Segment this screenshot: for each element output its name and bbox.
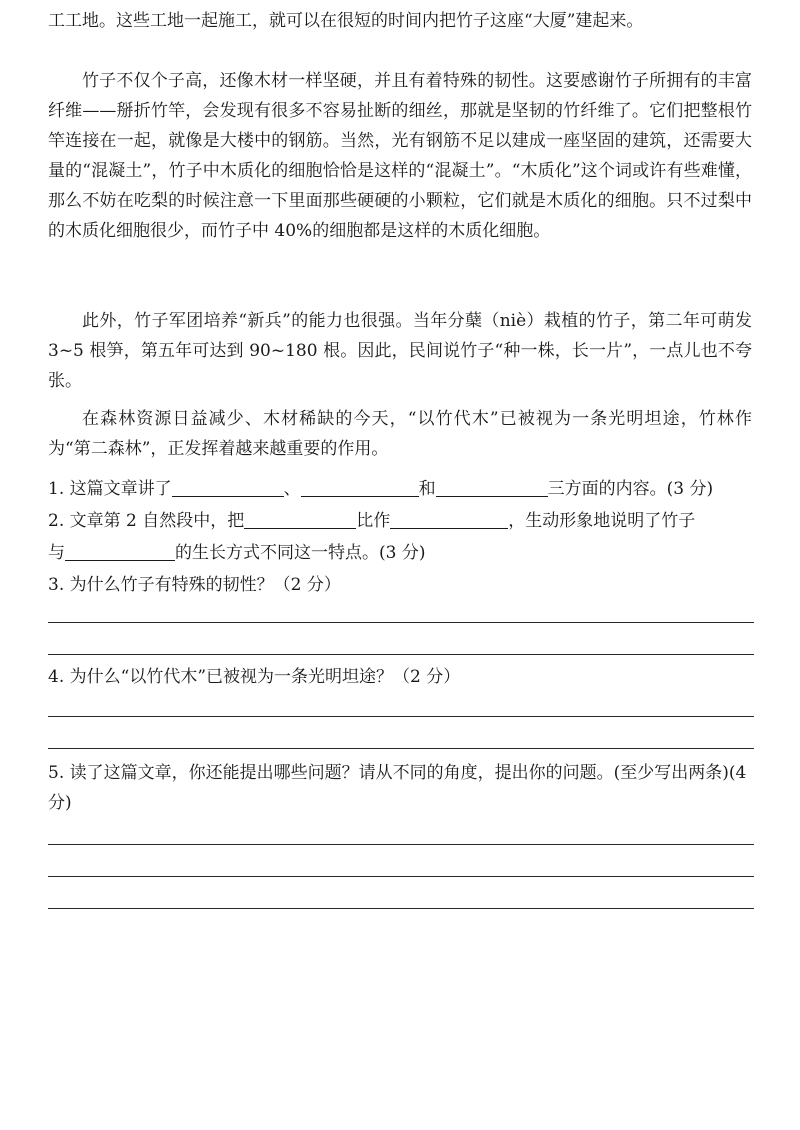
question-1-separator-1: 、 bbox=[283, 479, 301, 499]
question-2-prefix: 2. 文章第 2 自然段中，把 bbox=[48, 511, 245, 531]
question-2-tail: ，生动形象地说明了竹子 bbox=[508, 511, 696, 531]
question-1-blank-3[interactable] bbox=[436, 476, 548, 497]
answer-line-q4-1[interactable] bbox=[48, 716, 754, 717]
question-2-line-1 bbox=[48, 506, 758, 536]
question-2-blank-2[interactable] bbox=[390, 508, 508, 529]
answer-line-q3-2[interactable] bbox=[48, 654, 754, 655]
question-1 bbox=[48, 474, 758, 504]
passage-paragraph-2: 此外，竹子军团培养“新兵”的能力也很强。当年分蘖（niè）栽植的竹子，第二年可萌发 3~5 根笋，第五年可达到 90~180 根。因此，民间说竹子“种一株，长一片”，一点儿也不夸张。 bbox=[48, 311, 752, 391]
answer-line-q4-2[interactable] bbox=[48, 748, 754, 749]
question-2-middle: 比作 bbox=[356, 511, 391, 531]
question-2-line-2 bbox=[48, 538, 758, 568]
question-1-suffix: 三方面的内容。(3 分) bbox=[547, 479, 714, 499]
question-1-blank-1[interactable] bbox=[172, 476, 284, 497]
answer-line-q5-3[interactable] bbox=[48, 908, 754, 909]
question-2-blank-3[interactable] bbox=[65, 540, 175, 561]
question-2-line-2-suffix: 的生长方式不同这一特点。(3 分) bbox=[175, 543, 426, 563]
answer-line-q5-2[interactable] bbox=[48, 876, 754, 877]
passage-paragraph-3: 在森林资源日益减少、木材稀缺的今天，“以竹代木”已被视为一条光明坦途，竹林作为“第二森林”，正发挥着越来越重要的作用。 bbox=[48, 409, 752, 459]
question-4: 4. 为什么“以竹代木”已被视为一条光明坦途？（2 分） bbox=[48, 667, 461, 687]
question-1-separator-2: 和 bbox=[418, 479, 436, 499]
question-2-blank-1[interactable] bbox=[244, 508, 356, 529]
question-3: 3. 为什么竹子有特殊的韧性？（2 分） bbox=[48, 575, 341, 595]
answer-line-q3-1[interactable] bbox=[48, 622, 754, 623]
passage-paragraph-1: 竹子不仅个子高，还像木材一样坚硬，并且有着特殊的韧性。这要感谢竹子所拥有的丰富纤维——掰折竹竿，会发现有很多不容易扯断的细丝，那就是坚韧的竹纤维了。它们把整根竹竿连接在一起，就像是大楼中的钢筋。当然，光有钢筋不足以建成一座坚固的建筑，还需要大量的“混凝土”，竹子中木质化的细胞恰恰是这样的“混凝土”。“木质化”这个词或许有些难懂，那么不妨在吃梨的时候注意一下里面那些硬硬的小颗粒，它们就是木质化的细胞。只不过梨中的木质化细胞很少，而竹子中 40%的细胞都是这样的木质化细胞。 bbox=[48, 71, 752, 241]
answer-line-q5-1[interactable] bbox=[48, 844, 754, 845]
question-5: 5. 读了这篇文章，你还能提出哪些问题？请从不同的角度，提出你的问题。(至少写出两条)(4 分) bbox=[48, 763, 747, 813]
question-2-line-2-prefix: 与 bbox=[48, 543, 65, 563]
question-1-prefix: 1. 这篇文章讲了 bbox=[48, 479, 172, 499]
question-1-blank-2[interactable] bbox=[301, 476, 419, 497]
passage-paragraph-0: 工工地。这些工地一起施工，就可以在很短的时间内把竹子这座“大厦”建起来。 bbox=[48, 11, 644, 31]
